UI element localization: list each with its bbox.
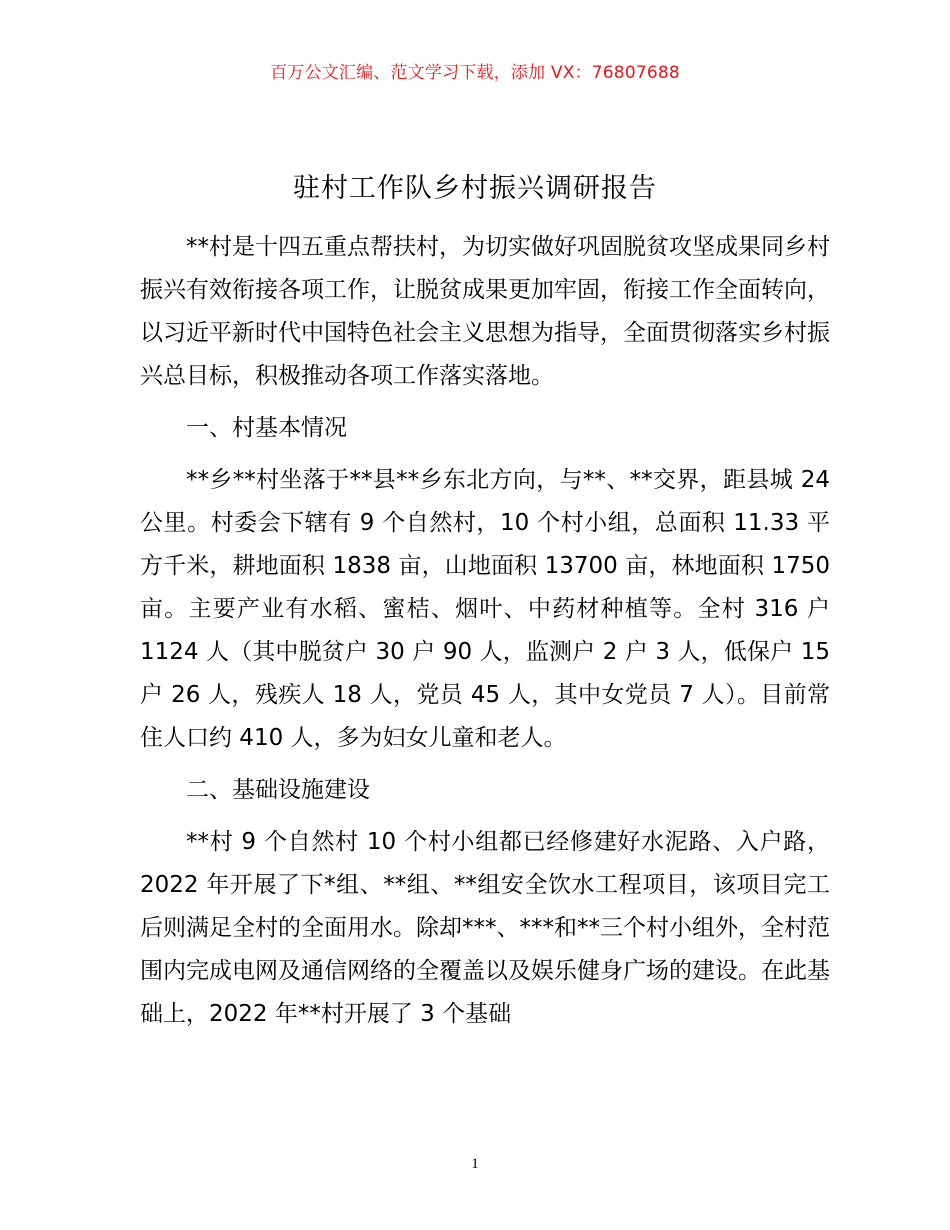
document-title: 驻村工作队乡村振兴调研报告: [293, 173, 657, 204]
section-heading-basic-situation: 一、村基本情况: [186, 415, 347, 441]
section-heading-infrastructure: 二、基础设施建设: [186, 777, 370, 803]
section-paragraph-infrastructure: **村 9 个自然村 10 个村小组都已经修建好水泥路、入户路，2022 年开展了下*组、**组、**组安全饮水工程项目，该项目完工后则满足全村的全面用水。除却***、***和**三个村小组外，全村范围内完成电网及通信网络的全覆盖以及娱乐健身广场的建设。在此基础上，2022 年**村开展了 3 个基础: [140, 829, 830, 1027]
page-number: 1: [471, 1156, 479, 1172]
section-paragraph-basic-situation: **乡**村坐落于**县**乡东北方向，与**、**交界，距县城 24 公里。村委会下辖有 9 个自然村，10 个村小组，总面积 11.33 平方千米，耕地面积 1838 亩，山地面积 13700 亩，林地面积 1750 亩。主要产业有水稻、蜜桔、烟叶、中药材种植等。全村 316 户 1124 人（其中脱贫户 30 户 90 人，监测户 2 户 3 人，低保户 15 户 26 人，残疾人 18 人，党员 45 人，其中女党员 7 人）。目前常住人口约 410 人，多为妇女儿童和老人。: [140, 467, 830, 751]
intro-paragraph: **村是十四五重点帮扶村，为切实做好巩固脱贫攻坚成果同乡村振兴有效衔接各项工作，让脱贫成果更加牢固，衔接工作全面转向，以习近平新时代中国特色社会主义思想为指导，全面贯彻落实乡村振兴总目标，积极推动各项工作落实落地。: [140, 234, 830, 389]
document-body: [140, 226, 830, 1036]
header-watermark-note: 百万公文汇编、范文学习下载，添加 VX：76807688: [270, 63, 680, 83]
